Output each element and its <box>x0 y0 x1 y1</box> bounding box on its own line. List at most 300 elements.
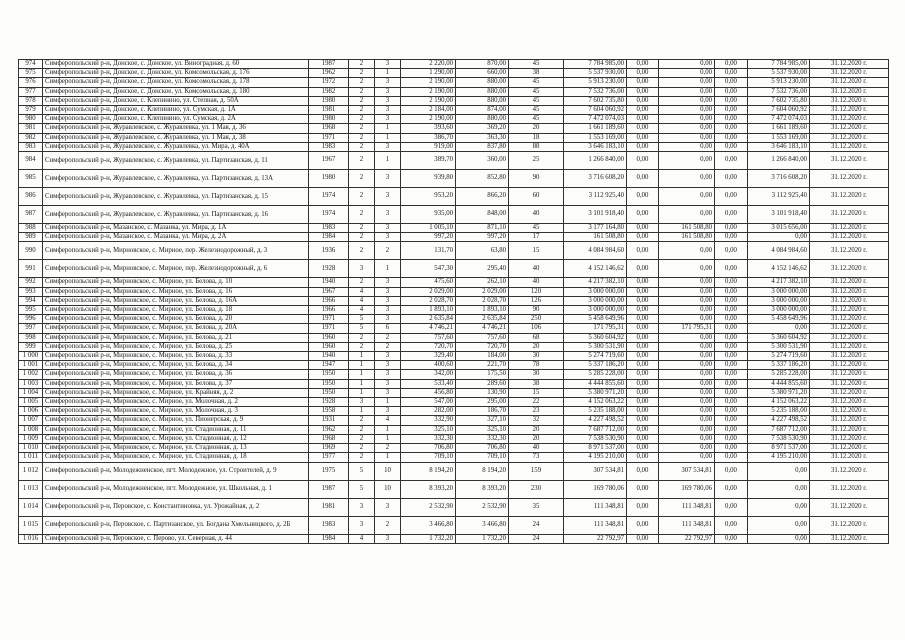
cell-date: 31.12.2020 г. <box>810 152 889 170</box>
cell-year: 1936 <box>309 242 349 260</box>
cell-res: 20 <box>509 434 564 443</box>
cell-date: 31.12.2020 г. <box>810 407 889 416</box>
cell-c: 0,00 <box>715 498 748 516</box>
table-row <box>19 444 889 453</box>
cell-area2: 4 746,21 <box>456 324 509 333</box>
cell-addr: Симферопольский р-н, Мирновское, с. Мирное, ул. Белова, д. 25 <box>43 342 309 351</box>
cell-n: 993 <box>19 287 43 296</box>
cell-c: 0,00 <box>715 462 748 480</box>
table-row <box>19 242 889 260</box>
cell-b: 0,00 <box>659 333 715 342</box>
cell-res: 40 <box>509 278 564 287</box>
cell-year: 1987 <box>309 60 349 69</box>
cell-addr: Симферопольский р-н, Мирновское, с. Мирное, ул. Крайняя, д. 2 <box>43 388 309 397</box>
cell-year: 1972 <box>309 78 349 87</box>
cell-date: 31.12.2020 г. <box>810 60 889 69</box>
cell-year: 1974 <box>309 206 349 224</box>
cell-area2: 184,00 <box>456 352 509 361</box>
cell-cost: 7 604 060,92 <box>564 106 627 115</box>
cell-n: 975 <box>19 69 43 78</box>
cell-year: 1971 <box>309 315 349 324</box>
cell-date: 31.12.2020 г. <box>810 324 889 333</box>
cell-area2: 706,80 <box>456 444 509 453</box>
cell-cost: 3 000 000,00 <box>564 306 627 315</box>
cell-n: 988 <box>19 224 43 233</box>
cell-area1: 332,30 <box>401 434 456 443</box>
cell-n: 978 <box>19 96 43 105</box>
cell-b: 0,00 <box>659 370 715 379</box>
cell-area2: 186,70 <box>456 407 509 416</box>
cell-cost: 5 913 230,00 <box>564 78 627 87</box>
cell-floors: 4 <box>349 534 375 543</box>
cell-area2: 709,10 <box>456 453 509 462</box>
cell-b: 161 508,80 <box>659 233 715 242</box>
cell-fund: 4 227 498,52 <box>748 416 810 425</box>
cell-date: 31.12.2020 г. <box>810 370 889 379</box>
cell-area2: 332,30 <box>456 434 509 443</box>
cell-year: 1950 <box>309 379 349 388</box>
cell-date: 31.12.2020 г. <box>810 534 889 543</box>
cell-fund: 3 101 918,40 <box>748 206 810 224</box>
cell-year: 1966 <box>309 306 349 315</box>
cell-ent: 3 <box>375 361 401 370</box>
cell-cost: 5 337 186,20 <box>564 361 627 370</box>
cell-ent: 1 <box>375 453 401 462</box>
cell-area2: 289,60 <box>456 379 509 388</box>
cell-cost: 5 300 531,90 <box>564 342 627 351</box>
table-row <box>19 188 889 206</box>
cell-floors: 2 <box>349 242 375 260</box>
cell-cost: 7 538 530,90 <box>564 434 627 443</box>
cell-addr: Симферопольский р-н, Донское, с. Донское, ул. Виноградная, д. 60 <box>43 60 309 69</box>
cell-addr: Симферопольский р-н, Мирновское, с. Мирное, ул. Белова, д. 36 <box>43 370 309 379</box>
cell-area1: 332,90 <box>401 416 456 425</box>
cell-cost: 161 508,80 <box>564 233 627 242</box>
cell-year: 1975 <box>309 462 349 480</box>
cell-ent: 10 <box>375 480 401 498</box>
cell-area1: 2 190,00 <box>401 87 456 96</box>
cell-ent: 3 <box>375 142 401 151</box>
cell-b: 0,00 <box>659 87 715 96</box>
cell-a: 0,00 <box>627 106 659 115</box>
cell-date: 31.12.2020 г. <box>810 296 889 305</box>
cell-cost: 5 274 719,60 <box>564 352 627 361</box>
cell-fund: 1 266 840,00 <box>748 152 810 170</box>
cell-ent: 3 <box>375 287 401 296</box>
cell-date: 31.12.2020 г. <box>810 342 889 351</box>
cell-res: 126 <box>509 296 564 305</box>
cell-a: 0,00 <box>627 498 659 516</box>
cell-c: 0,00 <box>715 361 748 370</box>
cell-area1: 325,10 <box>401 425 456 434</box>
cell-c: 0,00 <box>715 352 748 361</box>
cell-c: 0,00 <box>715 296 748 305</box>
cell-addr: Симферопольский р-н, Мирновское, с. Мирное, ул. Пионерская, д. 9 <box>43 416 309 425</box>
cell-n: 1 014 <box>19 498 43 516</box>
cell-fund: 4 217 382,10 <box>748 278 810 287</box>
cell-c: 0,00 <box>715 407 748 416</box>
cell-addr: Симферопольский р-н, Мирновское, с. Мирное, ул. Белова, д. 10 <box>43 278 309 287</box>
cell-date: 31.12.2020 г. <box>810 124 889 133</box>
cell-b: 0,00 <box>659 296 715 305</box>
cell-b: 0,00 <box>659 60 715 69</box>
cell-addr: Симферопольский р-н, Донское, с. Клепинино, ул. Степная, д. 50А <box>43 96 309 105</box>
cell-fund: 7 532 736,00 <box>748 87 810 96</box>
cell-year: 1928 <box>309 260 349 278</box>
cell-res: 25 <box>509 152 564 170</box>
cell-area2: 295,00 <box>456 398 509 407</box>
cell-fund: 5 337 186,20 <box>748 361 810 370</box>
cell-a: 0,00 <box>627 78 659 87</box>
cell-year: 1971 <box>309 324 349 333</box>
cell-addr: Симферопольский р-н, Мирновское, с. Мирное, ул. Белова, д. 21 <box>43 333 309 342</box>
cell-addr: Симферопольский р-н, Мирновское, с. Мирное, ул. Стадионная, д. 12 <box>43 434 309 443</box>
cell-year: 1967 <box>309 287 349 296</box>
cell-b: 0,00 <box>659 453 715 462</box>
cell-ent: 2 <box>375 242 401 260</box>
table-row <box>19 370 889 379</box>
cell-n: 1 001 <box>19 361 43 370</box>
cell-c: 0,00 <box>715 278 748 287</box>
cell-cost: 1 661 189,60 <box>564 124 627 133</box>
cell-floors: 5 <box>349 324 375 333</box>
cell-area1: 329,40 <box>401 352 456 361</box>
cell-ent: 6 <box>375 324 401 333</box>
cell-res: 24 <box>509 534 564 543</box>
cell-b: 0,00 <box>659 388 715 397</box>
cell-ent: 1 <box>375 133 401 142</box>
cell-year: 1947 <box>309 361 349 370</box>
cell-ent: 3 <box>375 87 401 96</box>
cell-a: 0,00 <box>627 142 659 151</box>
cell-floors: 3 <box>349 516 375 534</box>
cell-res: 22 <box>509 398 564 407</box>
cell-ent: 3 <box>375 296 401 305</box>
cell-year: 1928 <box>309 398 349 407</box>
cell-b: 111 348,81 <box>659 516 715 534</box>
cell-area2: 262,10 <box>456 278 509 287</box>
cell-date: 31.12.2020 г. <box>810 444 889 453</box>
cell-b: 0,00 <box>659 352 715 361</box>
cell-n: 984 <box>19 152 43 170</box>
cell-res: 40 <box>509 444 564 453</box>
cell-cost: 3 646 183,10 <box>564 142 627 151</box>
cell-fund: 1 661 189,60 <box>748 124 810 133</box>
cell-n: 996 <box>19 315 43 324</box>
cell-n: 1 009 <box>19 434 43 443</box>
cell-floors: 1 <box>349 388 375 397</box>
cell-floors: 2 <box>349 444 375 453</box>
cell-area2: 1 732,20 <box>456 534 509 543</box>
cell-year: 1980 <box>309 170 349 188</box>
cell-c: 0,00 <box>715 96 748 105</box>
cell-floors: 2 <box>349 152 375 170</box>
table-body <box>19 60 889 544</box>
cell-a: 0,00 <box>627 398 659 407</box>
cell-cost: 7 472 074,03 <box>564 115 627 124</box>
cell-ent: 3 <box>375 407 401 416</box>
cell-date: 31.12.2020 г. <box>810 306 889 315</box>
cell-ent: 1 <box>375 152 401 170</box>
cell-res: 20 <box>509 342 564 351</box>
cell-fund: 4 152 063,22 <box>748 398 810 407</box>
cell-res: 18 <box>509 133 564 142</box>
cell-res: 120 <box>509 287 564 296</box>
cell-a: 0,00 <box>627 425 659 434</box>
table-row <box>19 462 889 480</box>
cell-fund: 0,00 <box>748 534 810 543</box>
cell-n: 991 <box>19 260 43 278</box>
cell-date: 31.12.2020 г. <box>810 287 889 296</box>
cell-floors: 2 <box>349 425 375 434</box>
cell-area2: 1 893,10 <box>456 306 509 315</box>
table-row <box>19 69 889 78</box>
cell-cost: 3 000 000,00 <box>564 287 627 296</box>
cell-c: 0,00 <box>715 287 748 296</box>
cell-year: 1983 <box>309 142 349 151</box>
cell-cost: 8 971 537,00 <box>564 444 627 453</box>
cell-res: 60 <box>509 188 564 206</box>
cell-c: 0,00 <box>715 115 748 124</box>
cell-date: 31.12.2020 г. <box>810 106 889 115</box>
cell-n: 1 010 <box>19 444 43 453</box>
cell-fund: 7 602 735,80 <box>748 96 810 105</box>
cell-a: 0,00 <box>627 278 659 287</box>
cell-floors: 4 <box>349 287 375 296</box>
cell-res: 15 <box>509 388 564 397</box>
cell-area1: 2 220,00 <box>401 60 456 69</box>
cell-n: 998 <box>19 333 43 342</box>
cell-area2: 880,00 <box>456 96 509 105</box>
cell-res: 40 <box>509 260 564 278</box>
cell-floors: 2 <box>349 233 375 242</box>
cell-c: 0,00 <box>715 480 748 498</box>
cell-addr: Симферопольский р-н, Донское, с. Донское, ул. Комсомольская, д. 176 <box>43 69 309 78</box>
cell-floors: 1 <box>349 352 375 361</box>
cell-c: 0,00 <box>715 315 748 324</box>
cell-year: 1966 <box>309 296 349 305</box>
cell-date: 31.12.2020 г. <box>810 379 889 388</box>
cell-res: 17 <box>509 233 564 242</box>
cell-fund: 7 472 074,03 <box>748 115 810 124</box>
cell-b: 0,00 <box>659 315 715 324</box>
cell-area1: 709,10 <box>401 453 456 462</box>
cell-area1: 1 290,00 <box>401 69 456 78</box>
cell-cost: 3 177 164,80 <box>564 224 627 233</box>
cell-addr: Симферопольский р-н, Мазанское, с. Мазанка, ул. Мира, д. 2А <box>43 233 309 242</box>
cell-b: 0,00 <box>659 398 715 407</box>
cell-area1: 757,60 <box>401 333 456 342</box>
table-row <box>19 453 889 462</box>
cell-year: 1940 <box>309 352 349 361</box>
cell-area1: 953,20 <box>401 188 456 206</box>
cell-year: 1968 <box>309 434 349 443</box>
cell-a: 0,00 <box>627 388 659 397</box>
cell-floors: 5 <box>349 315 375 324</box>
cell-year: 1969 <box>309 444 349 453</box>
cell-a: 0,00 <box>627 242 659 260</box>
cell-ent: 1 <box>375 434 401 443</box>
cell-cost: 5 360 604,92 <box>564 333 627 342</box>
cell-date: 31.12.2020 г. <box>810 416 889 425</box>
cell-date: 31.12.2020 г. <box>810 453 889 462</box>
cell-c: 0,00 <box>715 416 748 425</box>
cell-area2: 720,70 <box>456 342 509 351</box>
cell-area1: 935,00 <box>401 206 456 224</box>
cell-ent: 2 <box>375 516 401 534</box>
cell-b: 0,00 <box>659 115 715 124</box>
cell-floors: 2 <box>349 188 375 206</box>
cell-cost: 22 792,97 <box>564 534 627 543</box>
cell-c: 0,00 <box>715 224 748 233</box>
cell-a: 0,00 <box>627 296 659 305</box>
cell-floors: 2 <box>349 115 375 124</box>
cell-c: 0,00 <box>715 370 748 379</box>
cell-area2: 852,80 <box>456 170 509 188</box>
cell-ent: 3 <box>375 315 401 324</box>
cell-ent: 3 <box>375 224 401 233</box>
cell-addr: Симферопольский р-н, Мирновское, с. Мирное, ул. Белова, д. 37 <box>43 379 309 388</box>
cell-ent: 1 <box>375 425 401 434</box>
cell-cost: 5 380 971,20 <box>564 388 627 397</box>
cell-b: 0,00 <box>659 78 715 87</box>
cell-ent: 3 <box>375 115 401 124</box>
cell-cost: 7 532 736,00 <box>564 87 627 96</box>
cell-date: 31.12.2020 г. <box>810 96 889 105</box>
cell-year: 1984 <box>309 233 349 242</box>
cell-floors: 4 <box>349 306 375 315</box>
cell-res: 250 <box>509 315 564 324</box>
cell-cost: 7 784 985,00 <box>564 60 627 69</box>
cell-n: 979 <box>19 106 43 115</box>
cell-fund: 5 274 719,60 <box>748 352 810 361</box>
cell-ent: 3 <box>375 498 401 516</box>
cell-n: 986 <box>19 188 43 206</box>
cell-a: 0,00 <box>627 379 659 388</box>
cell-addr: Симферопольский р-н, Мирновское, с. Мирное, ул. Стадионная, д. 18 <box>43 453 309 462</box>
cell-c: 0,00 <box>715 379 748 388</box>
cell-b: 0,00 <box>659 260 715 278</box>
cell-ent: 3 <box>375 206 401 224</box>
cell-n: 977 <box>19 87 43 96</box>
cell-res: 32 <box>509 416 564 425</box>
cell-date: 31.12.2020 г. <box>810 434 889 443</box>
cell-floors: 2 <box>349 453 375 462</box>
cell-addr: Симферопольский р-н, Перовское, с. Партизанское, ул. Богдана Хмельницкого, д. 2Б <box>43 516 309 534</box>
cell-addr: Симферопольский р-н, Донское, с. Клепинино, ул. Сумская, д. 2А <box>43 115 309 124</box>
cell-ent: 1 <box>375 124 401 133</box>
cell-area1: 342,00 <box>401 370 456 379</box>
cell-c: 0,00 <box>715 453 748 462</box>
cell-date: 31.12.2020 г. <box>810 516 889 534</box>
cell-area2: 8 393,20 <box>456 480 509 498</box>
cell-res: 230 <box>509 480 564 498</box>
cell-date: 31.12.2020 г. <box>810 333 889 342</box>
cell-a: 0,00 <box>627 124 659 133</box>
cell-year: 1974 <box>309 188 349 206</box>
cell-year: 1958 <box>309 407 349 416</box>
cell-fund: 7 604 060,92 <box>748 106 810 115</box>
cell-n: 997 <box>19 324 43 333</box>
cell-floors: 2 <box>349 96 375 105</box>
cell-cost: 1 553 169,00 <box>564 133 627 142</box>
cell-area2: 866,20 <box>456 188 509 206</box>
cell-area1: 720,70 <box>401 342 456 351</box>
cell-b: 0,00 <box>659 142 715 151</box>
table-row <box>19 315 889 324</box>
cell-addr: Симферопольский р-н, Мирновское, с. Мирное, ул. Молочная, д. 2 <box>43 398 309 407</box>
cell-c: 0,00 <box>715 398 748 407</box>
cell-addr: Симферопольский р-н, Мирновское, с. Мирное, ул. Белова, д. 20 <box>43 315 309 324</box>
cell-cost: 7 687 712,00 <box>564 425 627 434</box>
cell-n: 982 <box>19 133 43 142</box>
cell-cost: 111 348,81 <box>564 516 627 534</box>
cell-b: 307 534,81 <box>659 462 715 480</box>
cell-ent: 2 <box>375 333 401 342</box>
cell-year: 1983 <box>309 224 349 233</box>
cell-fund: 3 646 183,10 <box>748 142 810 151</box>
cell-a: 0,00 <box>627 333 659 342</box>
cell-fund: 5 537 930,00 <box>748 69 810 78</box>
cell-res: 30 <box>509 352 564 361</box>
cell-area2: 63,80 <box>456 242 509 260</box>
cell-cost: 4 227 498,52 <box>564 416 627 425</box>
cell-b: 0,00 <box>659 170 715 188</box>
cell-area1: 475,60 <box>401 278 456 287</box>
table-row <box>19 278 889 287</box>
cell-floors: 2 <box>349 133 375 142</box>
cell-date: 31.12.2020 г. <box>810 388 889 397</box>
cell-year: 1962 <box>309 425 349 434</box>
cell-area2: 880,00 <box>456 78 509 87</box>
cell-cost: 169 780,06 <box>564 480 627 498</box>
cell-n: 974 <box>19 60 43 69</box>
cell-area2: 325,10 <box>456 425 509 434</box>
cell-n: 1 000 <box>19 352 43 361</box>
cell-area1: 706,80 <box>401 444 456 453</box>
cell-a: 0,00 <box>627 87 659 96</box>
cell-cost: 307 534,81 <box>564 462 627 480</box>
cell-year: 1950 <box>309 388 349 397</box>
cell-n: 980 <box>19 115 43 124</box>
cell-cost: 4 084 984,60 <box>564 242 627 260</box>
cell-floors: 4 <box>349 296 375 305</box>
cell-a: 0,00 <box>627 324 659 333</box>
cell-cost: 4 195 210,00 <box>564 453 627 462</box>
cell-date: 31.12.2020 г. <box>810 206 889 224</box>
cell-fund: 4 444 855,60 <box>748 379 810 388</box>
cell-c: 0,00 <box>715 142 748 151</box>
cell-year: 1981 <box>309 498 349 516</box>
cell-area2: 327,10 <box>456 416 509 425</box>
cell-floors: 2 <box>349 416 375 425</box>
cell-a: 0,00 <box>627 170 659 188</box>
cell-area2: 880,00 <box>456 115 509 124</box>
cell-fund: 0,00 <box>748 498 810 516</box>
cell-b: 0,00 <box>659 242 715 260</box>
cell-addr: Симферопольский р-н, Мирновское, с. Мирное, ул. Белова, д. 33 <box>43 352 309 361</box>
cell-res: 45 <box>509 87 564 96</box>
cell-ent: 1 <box>375 260 401 278</box>
cell-n: 976 <box>19 78 43 87</box>
cell-year: 1960 <box>309 342 349 351</box>
cell-area1: 533,40 <box>401 379 456 388</box>
table-row <box>19 516 889 534</box>
cell-area2: 3 466,80 <box>456 516 509 534</box>
cell-year: 1960 <box>309 333 349 342</box>
cell-floors: 2 <box>349 106 375 115</box>
table-row <box>19 342 889 351</box>
